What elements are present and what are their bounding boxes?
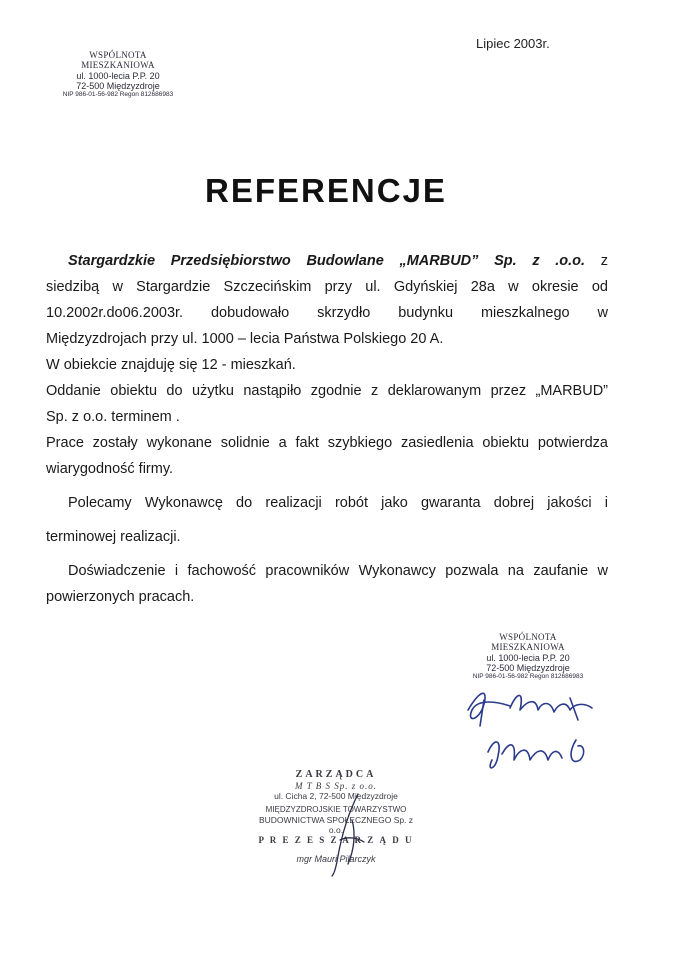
paragraph-5-line-2: terminowej realizacji. (46, 529, 181, 545)
paragraph-1-line-4: Międzyzdrojach przy ul. 1000 – lecia Państwa Polskiego 20 A. (46, 331, 444, 347)
paragraph-6-line-1: Doświadczenie i fachowość pracowników Wykonawcy pozwala na zaufanie w (68, 563, 608, 579)
manager-stamp-line-2: M T B S Sp. z o.o. (294, 780, 378, 791)
company-name: Stargardzkie Przedsiębiorstwo Budowlane „MARBUD” Sp. z .o.o. (68, 253, 586, 269)
document-date: Lipiec 2003r. (476, 36, 550, 51)
paragraph-3-line-2: Sp. z o.o. terminem . (46, 409, 180, 425)
paragraph-2: W obiekcie znajduję się 12 - mieszkań. (46, 357, 296, 373)
stamp-address: ul. 1000-lecia P.P. 20 (486, 652, 570, 663)
paragraph-6-line-2: powierzonych pracach. (46, 589, 195, 605)
manager-stamp-line-4: MIĘDZYZDROJSKIE TOWARZYSTWO (265, 805, 407, 815)
handwritten-signature-2 (318, 790, 378, 880)
letter-body (46, 248, 608, 610)
header-stamp (52, 50, 184, 99)
paragraph-3-line-1: Oddanie obiektu do użytku nastąpiło zgodnie z deklarowanym przez „MARBUD” (46, 383, 608, 399)
manager-stamp-line-3: ul. Cicha 2, 72-500 Międzyzdroje (274, 791, 398, 802)
stamp-org: WSPÓLNOTA MIESZKANIOWA (81, 50, 155, 71)
signature-stamp (462, 632, 594, 681)
document-title: REFERENCJE (205, 172, 447, 209)
paragraph-1-line-3: 10.2002r.do06.2003r. dobudowało skrzydło budynku mieszkalnego w (46, 305, 608, 321)
handwritten-signature-1 (458, 680, 628, 790)
paragraph-1-line-2: siedzibą w Stargardzie Szczecińskim przy ul. Gdyńskiej 28a w okresie od (46, 279, 608, 295)
paragraph-5-line-1: Polecamy Wykonawcę do realizacji robót jako gwaranta dobrej jakości i (68, 495, 608, 511)
stamp-ids: NIP 986-01-56-982 Regon 812686983 (472, 673, 584, 681)
manager-stamp-line-7: mgr Mauri Pilarczyk (296, 853, 376, 864)
manager-stamp-line-1: ZARZĄDCA (295, 769, 377, 780)
stamp-org: WSPÓLNOTA MIESZKANIOWA (491, 632, 565, 653)
stamp-ids: NIP 986-01-56-982 Regon 812686983 (62, 91, 174, 99)
paragraph-4-line-2: wiarygodność firmy. (46, 461, 174, 477)
stamp-city: 72-500 Międzyzdroje (486, 663, 570, 674)
manager-stamp-line-6: P R E Z E S Z A R Z Ą D U (258, 834, 414, 845)
stamp-city: 72-500 Międzyzdroje (76, 81, 160, 92)
paragraph-1-line-1: Stargardzkie Przedsiębiorstwo Budowlane „MARBUD” Sp. z .o.o. z (68, 253, 608, 269)
paragraph-4-line-1: Prace zostały wykonane solidnie a fakt szybkiego zasiedlenia obiektu potwierdza (46, 435, 608, 451)
stamp-address: ul. 1000-lecia P.P. 20 (76, 70, 160, 81)
manager-stamp-line-5: BUDOWNICTWA SPOŁECZNEGO Sp. z o.o. (258, 814, 414, 835)
